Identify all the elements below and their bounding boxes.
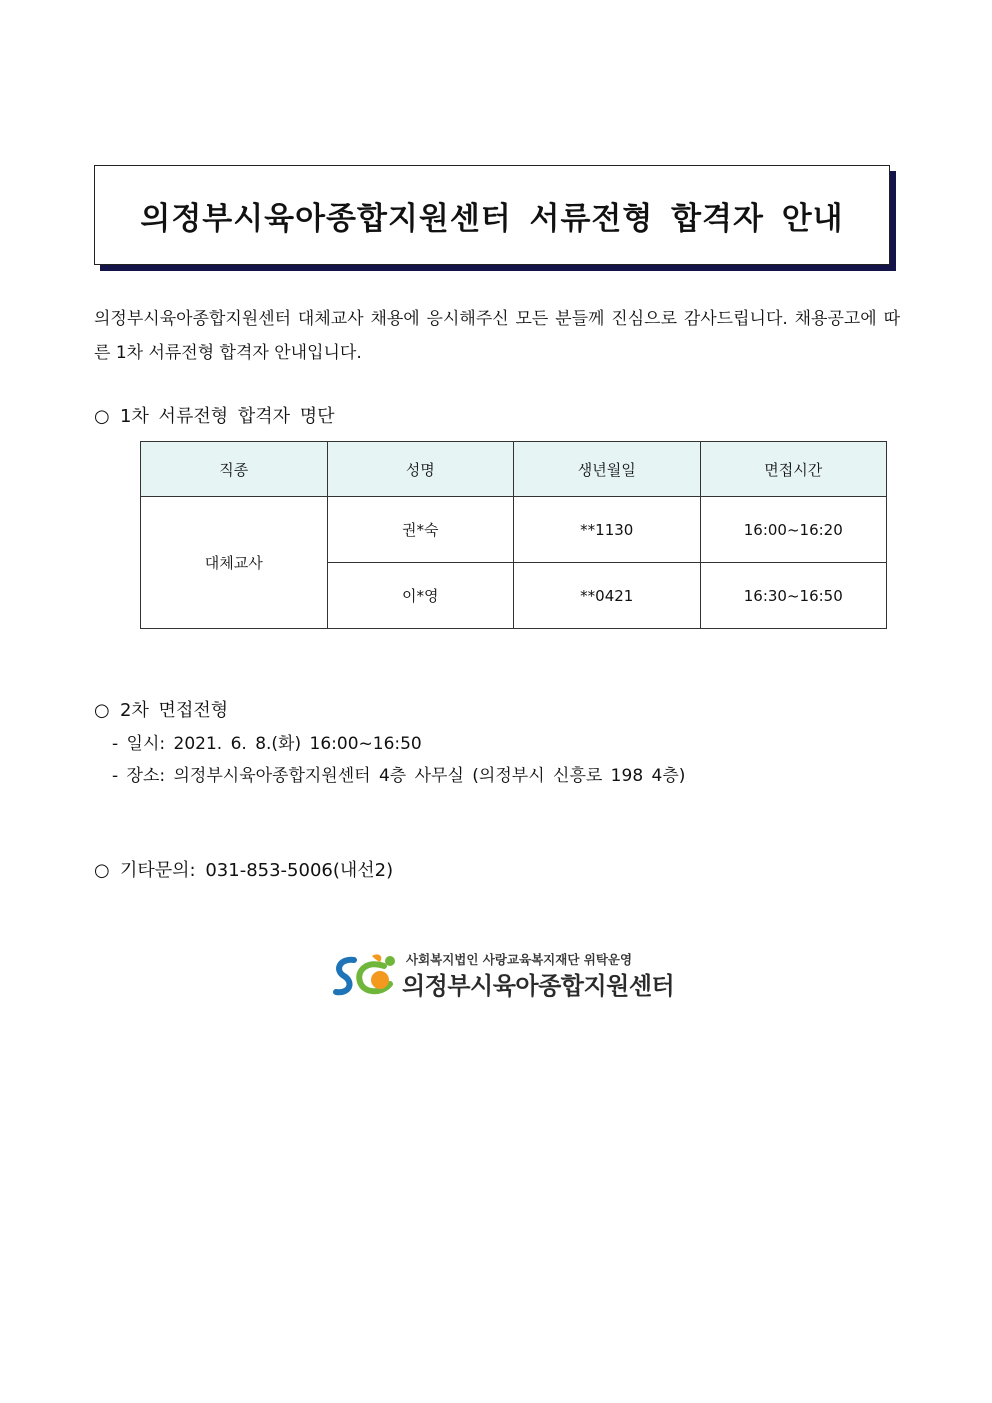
center-logo-icon: [332, 952, 400, 998]
interview-date: - 일시: 2021. 6. 8.(화) 16:00~16:50: [112, 734, 422, 754]
title-banner: [94, 165, 896, 273]
logo-orange-leaf: [372, 954, 381, 962]
passer-table: [140, 441, 887, 629]
section2-heading: [94, 696, 228, 722]
contact-info: 기타문의: 031-853-5006(내선2): [120, 860, 394, 881]
header-birth: 생년월일: [514, 442, 701, 497]
circle-bullet-icon: ○: [94, 700, 110, 721]
interview-place: - 장소: 의정부시육아종합지원센터 4층 사무실 (의정부시 신흥로 198 4층): [112, 766, 686, 786]
logo-green-dot: [385, 956, 395, 966]
logo-center-name: 의정부시육아종합지원센터: [402, 972, 675, 1000]
center-logo: [332, 948, 675, 1000]
intro-paragraph: 의정부시육아종합지원센터 대체교사 채용에 응시해주신 모든 분들께 진심으로 감사드립니다. 채용공고에 따른 1차 서류전형 합격자 안내입니다.: [94, 309, 900, 363]
circle-bullet-icon: ○: [94, 860, 110, 881]
header-name: 성명: [327, 442, 514, 497]
name-cell: 권*숙: [327, 497, 514, 563]
section3-heading: [94, 856, 393, 882]
birth-cell: **0421: [514, 563, 701, 629]
logo-orange-dot: [371, 971, 389, 989]
header-job: 직종: [141, 442, 328, 497]
table-row: [141, 497, 887, 563]
section2-title: 2차 면접전형: [120, 700, 229, 721]
birth-cell: **1130: [514, 497, 701, 563]
time-cell: 16:00~16:20: [700, 497, 887, 563]
job-cell: 대체교사: [141, 497, 328, 629]
section1-heading: [94, 402, 335, 428]
table-header-row: [141, 442, 887, 497]
name-cell: 이*영: [327, 563, 514, 629]
title-box: [94, 165, 890, 265]
circle-bullet-icon: ○: [94, 406, 110, 427]
page-title: 의정부시육아종합지원센터 서류전형 합격자 안내: [140, 200, 844, 237]
logo-blue-swoosh: [336, 960, 354, 992]
logo-org-line: 사회복지법인 사랑교육복지재단 위탁운영: [406, 952, 633, 967]
time-cell: 16:30~16:50: [700, 563, 887, 629]
header-time: 면접시간: [700, 442, 887, 497]
section1-title: 1차 서류전형 합격자 명단: [120, 406, 335, 427]
